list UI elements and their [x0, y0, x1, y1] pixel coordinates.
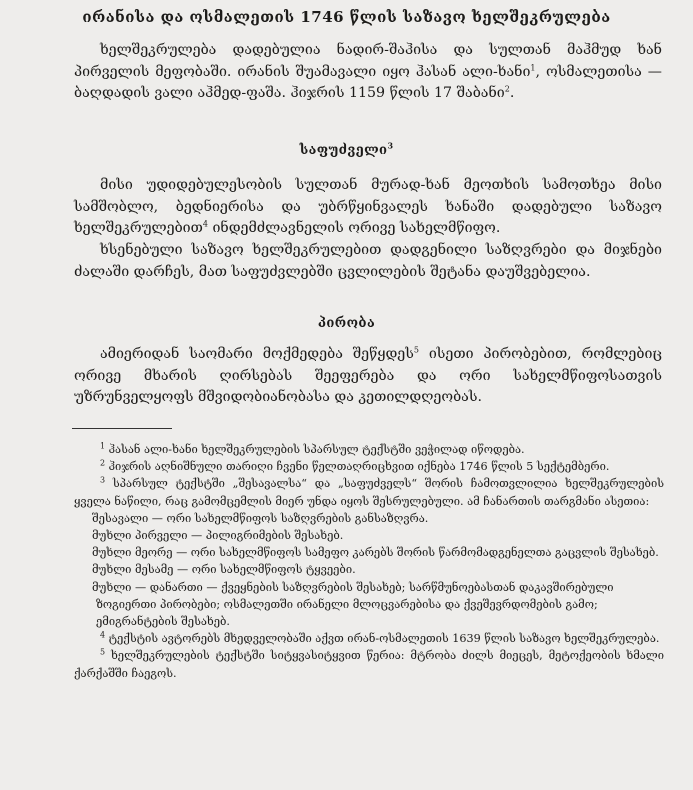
basis-text-1: მისი უდიდებულესობის სულთან მურად-ხან მეოთხის სამოთხეა მისი სამშობლო, ბედნიერისა და უბრწყინვალეს ხანაში დადებული საზავო ხელშეკრულებით	[74, 177, 662, 236]
footnote-1-text: ჰასან ალი-ხანი ხელშეკრულების სპარსულ ტექსტში ვეჭილად იწოდება.	[108, 443, 525, 456]
footnote-2-text: ჰიჯრის აღნიშნული თარიღი ჩვენი წელთაღრიცხვით იქნება 1746 წლის 5 სექტემბერი.	[108, 460, 610, 474]
footnote-2-mark: 2	[100, 458, 106, 468]
basis-text-1b: ინდემძლავნელის ორივე სახელმწიფო.	[207, 220, 501, 236]
footnote-1	[74, 441, 664, 458]
condition-paragraph	[74, 344, 662, 409]
basis-text-2: ხსენებული საზავო ხელშეკრულებით დადგენილი საზღვრები და მიჯნები ძალაში დარჩეს, მათ საფუძვლებში ცვლილების შეტანა დაუშვებელია.	[74, 242, 662, 280]
footnote-ref-3: 3	[387, 140, 394, 151]
footnote-3-mark: 3	[100, 475, 106, 485]
footnote-3-item: მუხლი მეორე — ორი სახელმწიფოს სამეფო კარებს შორის წარმომადგენელთა გაცვლის შესახებ.	[92, 546, 659, 560]
footnote-ref-5: 5	[413, 345, 419, 355]
section-heading-condition	[0, 316, 693, 331]
basis-paragraph-2	[74, 240, 662, 283]
footnote-3-text: სპარსულ ტექსტში „შესავალსა“ და „საფუძველს“ შორის ჩამოთვლილია ხელშეკრულების ყველა ნაწილი, რაც გამომცემლის მიერ უნდა იყოს შესრულებული. ამ ჩანართის თარგმანი ასეთია:	[74, 477, 664, 508]
footnote-3-item: შესავალი — ორი სახელმწიფოს საზღვრების განსაზღვრა.	[92, 511, 429, 525]
condition-text: ამიერიდან საომარი მოქმედება შეწყდეს	[100, 346, 414, 362]
section-heading-condition-label: პირობა	[317, 316, 376, 331]
footnote-5-mark: 5	[100, 647, 106, 657]
footnote-3-item: მუხლი მესამე — ორი სახელმწიფოს ტყვეები.	[92, 563, 356, 577]
footnote-4-text: ტექსტის ავტორებს მხედველობაში აქვთ ირან-ოსმალეთის 1639 წლის საზავო ხელშეკრულება.	[108, 632, 660, 646]
section-heading-basis-label: საფუძველი	[299, 143, 388, 158]
footnotes	[74, 441, 664, 682]
intro-text: ხელშეკრულება დადებულია ნადირ-შაჰისა და სულთან მაჰმუდ ხან პირველის მეფობაში. ირანის შუამავალი იყო ჰასან ალი-ხანი	[74, 42, 662, 80]
footnote-divider	[72, 428, 172, 429]
footnote-3	[74, 475, 664, 509]
footnote-ref-4: 4	[202, 219, 208, 229]
footnote-2	[74, 458, 664, 475]
footnote-4	[74, 630, 664, 647]
page-title: ირანისა და ოსმალეთის 1746 წლის საზავო ხელშეკრულება	[82, 8, 611, 26]
footnote-ref-1: 1	[530, 62, 536, 72]
footnote-3-item: მუხლი პირველი — პილიგრიმების შესახებ.	[92, 529, 344, 543]
footnote-1-mark: 1	[100, 441, 106, 451]
footnote-5	[74, 647, 664, 681]
intro-text-c: .	[509, 85, 515, 101]
intro-paragraph	[74, 40, 662, 105]
condition-text-b: ისეთი პირობებით, რომლებიც ორივე მხარის ღირსებას შეეფერება და ორი სახელმწიფოსათვის უზრუნველყოფს მშვიდობიანობასა და კეთილდღეობას.	[74, 346, 662, 405]
footnote-3-item: მუხლი — დანართი — ქვეყნების საზღვრების შესახებ; სარწმუნოებასთან დაკავშირებული ზოგიერთი პირობები; ოსმალეთში ირანელი მლოცვარებისა და ქვეშევრდომების გამო; ემიგრანტების შესახებ.	[92, 580, 614, 629]
footnote-5-text: ხელშეკრულების ტექსტში სიტყვასიტყვით წერია: მტრობა ძილს მიეცეს, მეტოქეობის ხმალი ქარქაშში ჩაეგოს.	[74, 649, 664, 680]
section-heading-basis	[0, 140, 693, 158]
footnote-ref-2: 2	[504, 84, 510, 94]
intro-text-b: , ოსმალეთისა — ბაღდადის ვალი აჰმედ-ფაშა. ჰიჯრის 1159 წლის 17 შაბანი	[74, 63, 662, 101]
basis-paragraph-1	[74, 175, 662, 240]
footnote-4-mark: 4	[100, 630, 106, 640]
